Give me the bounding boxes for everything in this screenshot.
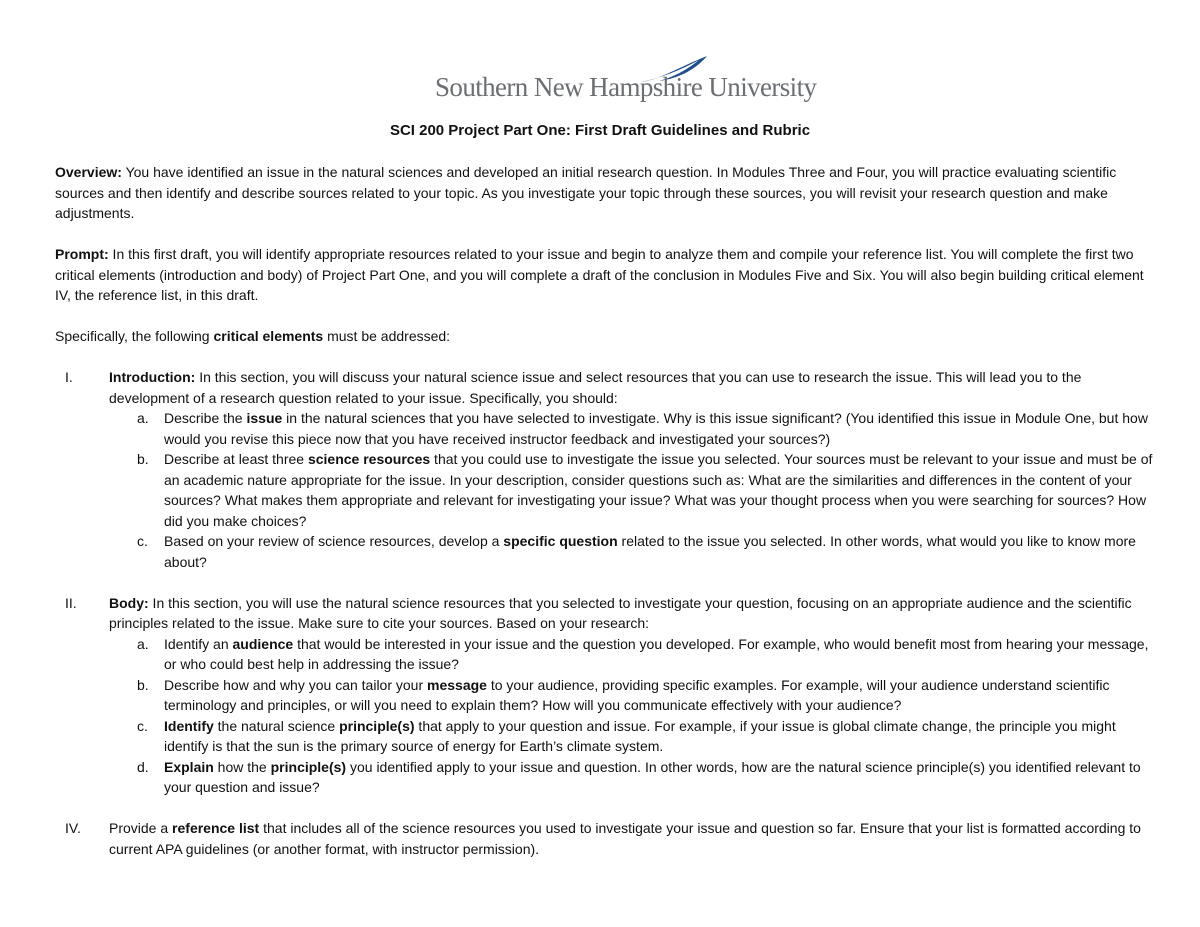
specifically-text-before: Specifically, the following [55,328,214,344]
section-text: In this section, you will use the natural science resources that you selected to investigate your question, focusing on an appropriate audience and the scientific principles related to the issue. Make sure to cite your sources. Based on your research: [109,594,1132,631]
list-item-letter: b. [137,451,149,467]
section-text: Provide a [109,820,173,836]
specifically-text-after: must be addressed: [323,328,451,344]
list-item-bold: principle(s) [270,758,347,775]
prompt-paragraph [55,244,1155,306]
list-item-text: Based on your review of science resources, develop a [164,533,504,549]
document-body [55,162,1155,880]
list-item-bold: issue [246,410,283,426]
list-item-text: to your audience, providing specific examples. For example, will your audience understand scientific terminology and principles, or will you need to explain them? How will you communicate effectively with your audience? [164,676,1110,713]
list-item-letter: c. [137,533,148,549]
list-item-letter: a. [137,635,149,652]
section-number: IV. [65,820,81,836]
list-item-text: that apply to your question and issue. For example, if your issue is global climate change, the principle you might identify is that the sun is the primary source of energy for Earth’s climate system. [164,717,1116,754]
section-label: Introduction: [109,369,196,385]
list-item-letter: d. [137,758,149,775]
section-body-text [109,593,1155,634]
list-item [109,757,1155,798]
university-logo [435,54,817,106]
page-title: SCI 200 Project Part One: First Draft Guidelines and Rubric [389,122,811,139]
list-item-bold: message [427,676,487,693]
specifically-bold: critical elements [213,328,324,344]
list-item [109,716,1155,757]
list-item-letter: a. [137,410,149,426]
section-introduction [55,367,1155,572]
list-item-text: the natural science [213,717,340,734]
overview-text: You have identified an issue in the natural sciences and developed an initial research question. In Modules Three and Four, you will practice evaluating scientific sources and then identify and describe sources related to your topic. As you investigate your topic through these sources, you will revisit your research question and make adjustments. [55,164,1117,221]
list-item-text: Describe at least three [164,451,308,467]
prompt-label: Prompt: [55,246,109,262]
list-item-text: Describe how and why you can tailor your [164,676,428,693]
list-item-text: Describe the [164,410,247,426]
specifically-paragraph [55,326,1155,347]
list-item-bold: audience [232,635,294,652]
section-number: II. [65,594,77,611]
list-item [109,449,1155,531]
logo-wordmark: Southern New Hampshire University [435,72,817,102]
list-item-bold: Identify [164,717,214,734]
list-item-bold: principle(s) [339,717,415,734]
list-item-bold: Explain [164,758,214,775]
list-item-letter: b. [137,676,149,693]
section-references-text [109,818,1155,859]
list-item [109,531,1155,572]
list-item-text: that would be interested in your issue and the question you developed. For example, who would benefit most from hearing your message, or who could best help in addressing the issue? [164,635,1149,672]
section-bold: reference list [172,820,260,836]
list-item-bold: specific question [503,533,618,549]
list-item-text: related to the issue you selected. In other words, what would you like to know more about? [164,533,1136,570]
overview-paragraph [55,162,1155,224]
section-reference-list [55,818,1155,859]
list-item-text: Identify an [164,635,233,652]
list-item-bold: science resources [307,451,431,467]
list-item [109,408,1155,449]
overview-label: Overview: [55,164,122,180]
section-text: that includes all of the science resources you used to investigate your issue and question so far. Ensure that your list is formatted according to current APA guidelines (or another format, with instructor permission). [109,820,1141,857]
list-item [109,634,1155,675]
section-text: In this section, you will discuss your natural science issue and select resources that you can use to research the issue. This will lead you to the development of a research question related to your issue. Specifically, you should: [109,369,1082,406]
section-label: Body: [109,594,149,611]
list-item-text: how the [213,758,271,775]
list-item [109,675,1155,716]
prompt-text: In this first draft, you will identify appropriate resources related to your issue and begin to analyze them and compile your reference list. You will complete the first two critical elements (introduction and body) of Project Part One, and you will complete a draft of the conclusion in Modules Five and Six. You will also begin building critical element IV, the reference list, in this draft. [55,246,1144,303]
section-body [55,593,1155,798]
list-item-letter: c. [137,717,148,734]
list-item-text: in the natural sciences that you have selected to investigate. Why is this issue significant? (You identified this issue in Module One, but how would you revise this piece now that you have received instructor feedback and investigated your sources?) [164,410,1148,447]
section-number: I. [65,369,73,385]
section-intro-text [109,367,1155,408]
list-item-text: that you could use to investigate the issue you selected. Your sources must be relevant to your issue and must be of an academic nature appropriate for the issue. In your description, consider questions such as: What are the similarities and differences in the content of your sources? What makes them appropriate and relevant for investigating your issue? What was your thought process when you were searching for sources? How did you make choices? [164,451,1153,529]
list-item-text: you identified apply to your issue and question. In other words, how are the natural science principle(s) you identified relevant to your question and issue? [164,758,1141,795]
